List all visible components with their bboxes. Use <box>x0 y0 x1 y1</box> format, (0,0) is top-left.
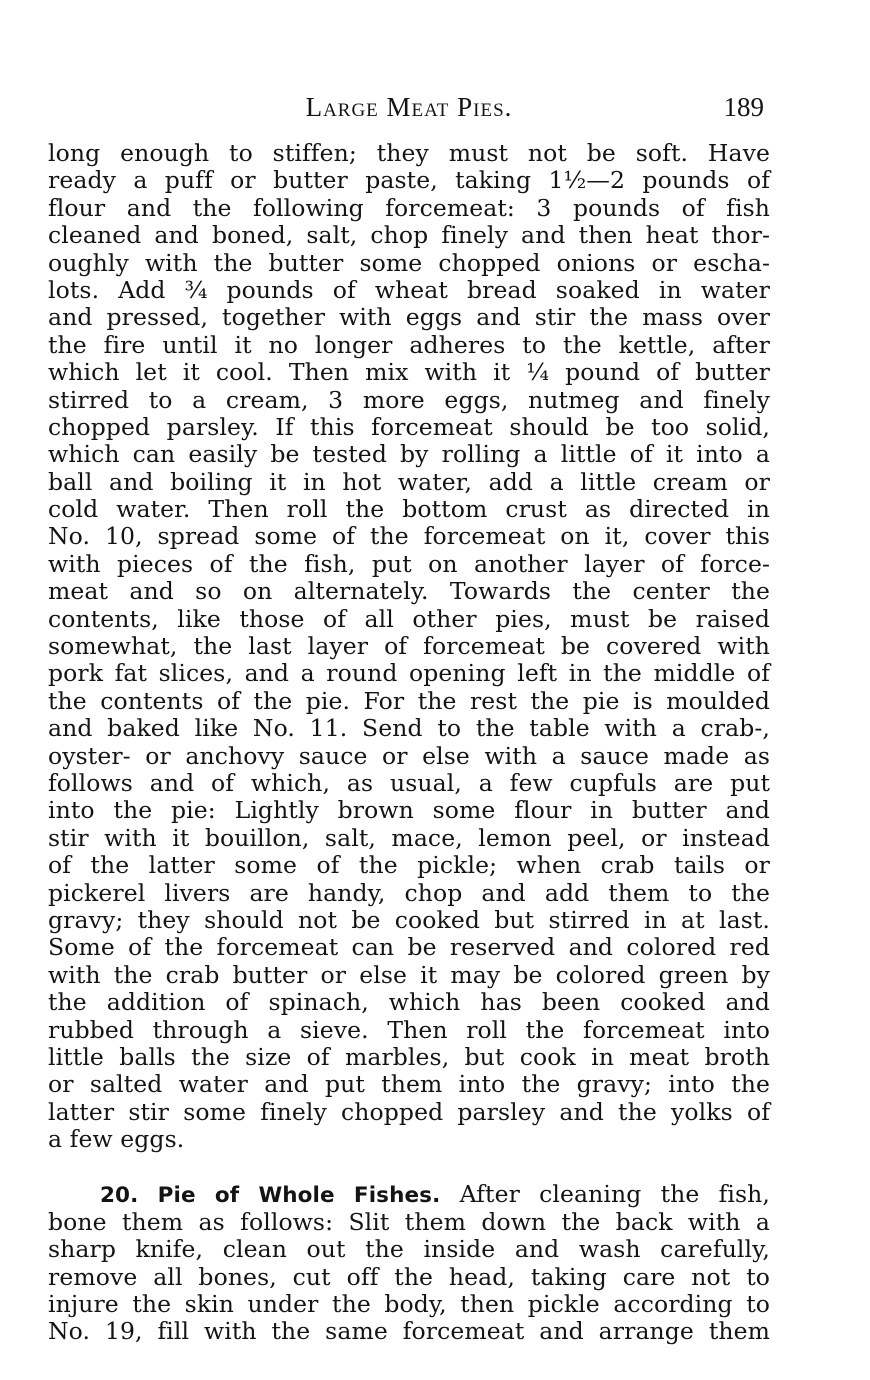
recipe-20-pie-of-whole-fishes <box>48 1181 770 1345</box>
text-line: into the pie: Lightly brown some flour in butter and <box>48 796 770 825</box>
text-line: latter stir some finely chopped parsley and the yolks of <box>48 1097 770 1126</box>
text-line: chopped parsley. If this forcemeat should be too solid, <box>48 412 770 441</box>
text-line: and baked like No. 11. Send to the table with a crab-, <box>48 714 770 743</box>
paragraph-gap <box>48 1153 770 1181</box>
paragraph-forcemeat-pie <box>48 140 770 1153</box>
recipe-heading: Pie of Whole Fishes. <box>157 1183 441 1209</box>
text-line: remove all bones, cut off the head, taking care not to <box>48 1262 770 1291</box>
text-line: cleaned and boned, salt, chop finely and then heat thor- <box>48 221 770 250</box>
chapter-title: Large Meat Pies. <box>305 92 513 122</box>
text-line: stirred to a cream, 3 more eggs, nutmeg and finely <box>48 385 770 414</box>
text-line: little balls the size of marbles, but cook in meat broth <box>48 1042 770 1071</box>
text-line: oyster- or anchovy sauce or else with a sauce made as <box>48 741 770 770</box>
recipe-first-line-text: After cleaning the fish, <box>459 1180 770 1209</box>
text-line: No. 10, spread some of the forcemeat on it, cover this <box>48 522 770 551</box>
text-line: the addition of spinach, which has been cooked and <box>48 988 770 1017</box>
text-line: rubbed through a sieve. Then roll the forcemeat into <box>48 1015 770 1044</box>
text-line: of the latter some of the pickle; when crab tails or <box>48 851 770 880</box>
text-line: injure the skin under the body, then pickle according to <box>48 1290 770 1319</box>
text-line: pickerel livers are handy, chop and add them to the <box>48 878 770 907</box>
text-line: lots. Add ¾ pounds of wheat bread soaked in water <box>48 275 770 304</box>
text-line: and pressed, together with eggs and stir the mass over <box>48 303 770 332</box>
text-line: with the crab butter or else it may be colored green by <box>48 960 770 989</box>
text-line: contents, like those of all other pies, must be raised <box>48 604 770 633</box>
text-line: long enough to stiffen; they must not be soft. Have <box>48 139 770 167</box>
text-line: ready a puff or butter paste, taking 1½—2 pounds of <box>48 166 770 195</box>
page-body <box>48 140 770 1346</box>
recipe-20-first-line <box>48 1181 770 1208</box>
text-line: the fire until it no longer adheres to the kettle, after <box>48 330 770 359</box>
page-number: 189 <box>723 92 764 122</box>
text-line: which let it cool. Then mix with it ¼ pound of butter <box>48 358 770 387</box>
running-head <box>48 92 770 126</box>
text-line: a few eggs. <box>48 1125 185 1154</box>
text-line: which can easily be tested by rolling a little of it into a <box>48 440 770 469</box>
text-line: oughly with the butter some chopped onions or escha- <box>48 248 770 277</box>
text-line: flour and the following forcemeat: 3 pounds of fish <box>48 193 770 222</box>
text-line: Some of the forcemeat can be reserved and colored red <box>48 933 770 962</box>
text-line: cold water. Then roll the bottom crust as directed in <box>48 495 770 524</box>
recipe-number: 20. <box>100 1183 139 1209</box>
text-line: follows and of which, as usual, a few cupfuls are put <box>48 768 770 797</box>
text-line: meat and so on alternately. Towards the center the <box>48 577 770 606</box>
text-line: bone them as follows: Slit them down the back with a <box>48 1207 770 1236</box>
text-line: ball and boiling it in hot water, add a little cream or <box>48 467 770 496</box>
text-line: gravy; they should not be cooked but stirred in at last. <box>48 905 770 934</box>
text-line: or salted water and put them into the gravy; into the <box>48 1070 770 1099</box>
text-line: somewhat, the last layer of forcemeat be covered with <box>48 632 770 661</box>
text-line: sharp knife, clean out the inside and wash carefully, <box>48 1235 770 1264</box>
text-line: pork fat slices, and a round opening left in the middle of <box>48 659 770 688</box>
text-line: stir with it bouillon, salt, mace, lemon peel, or instead <box>48 823 770 852</box>
text-line: with pieces of the fish, put on another layer of force- <box>48 549 770 578</box>
text-line: No. 19, fill with the same forcemeat and arrange them <box>48 1317 770 1346</box>
text-line: the contents of the pie. For the rest the pie is moulded <box>48 686 770 715</box>
